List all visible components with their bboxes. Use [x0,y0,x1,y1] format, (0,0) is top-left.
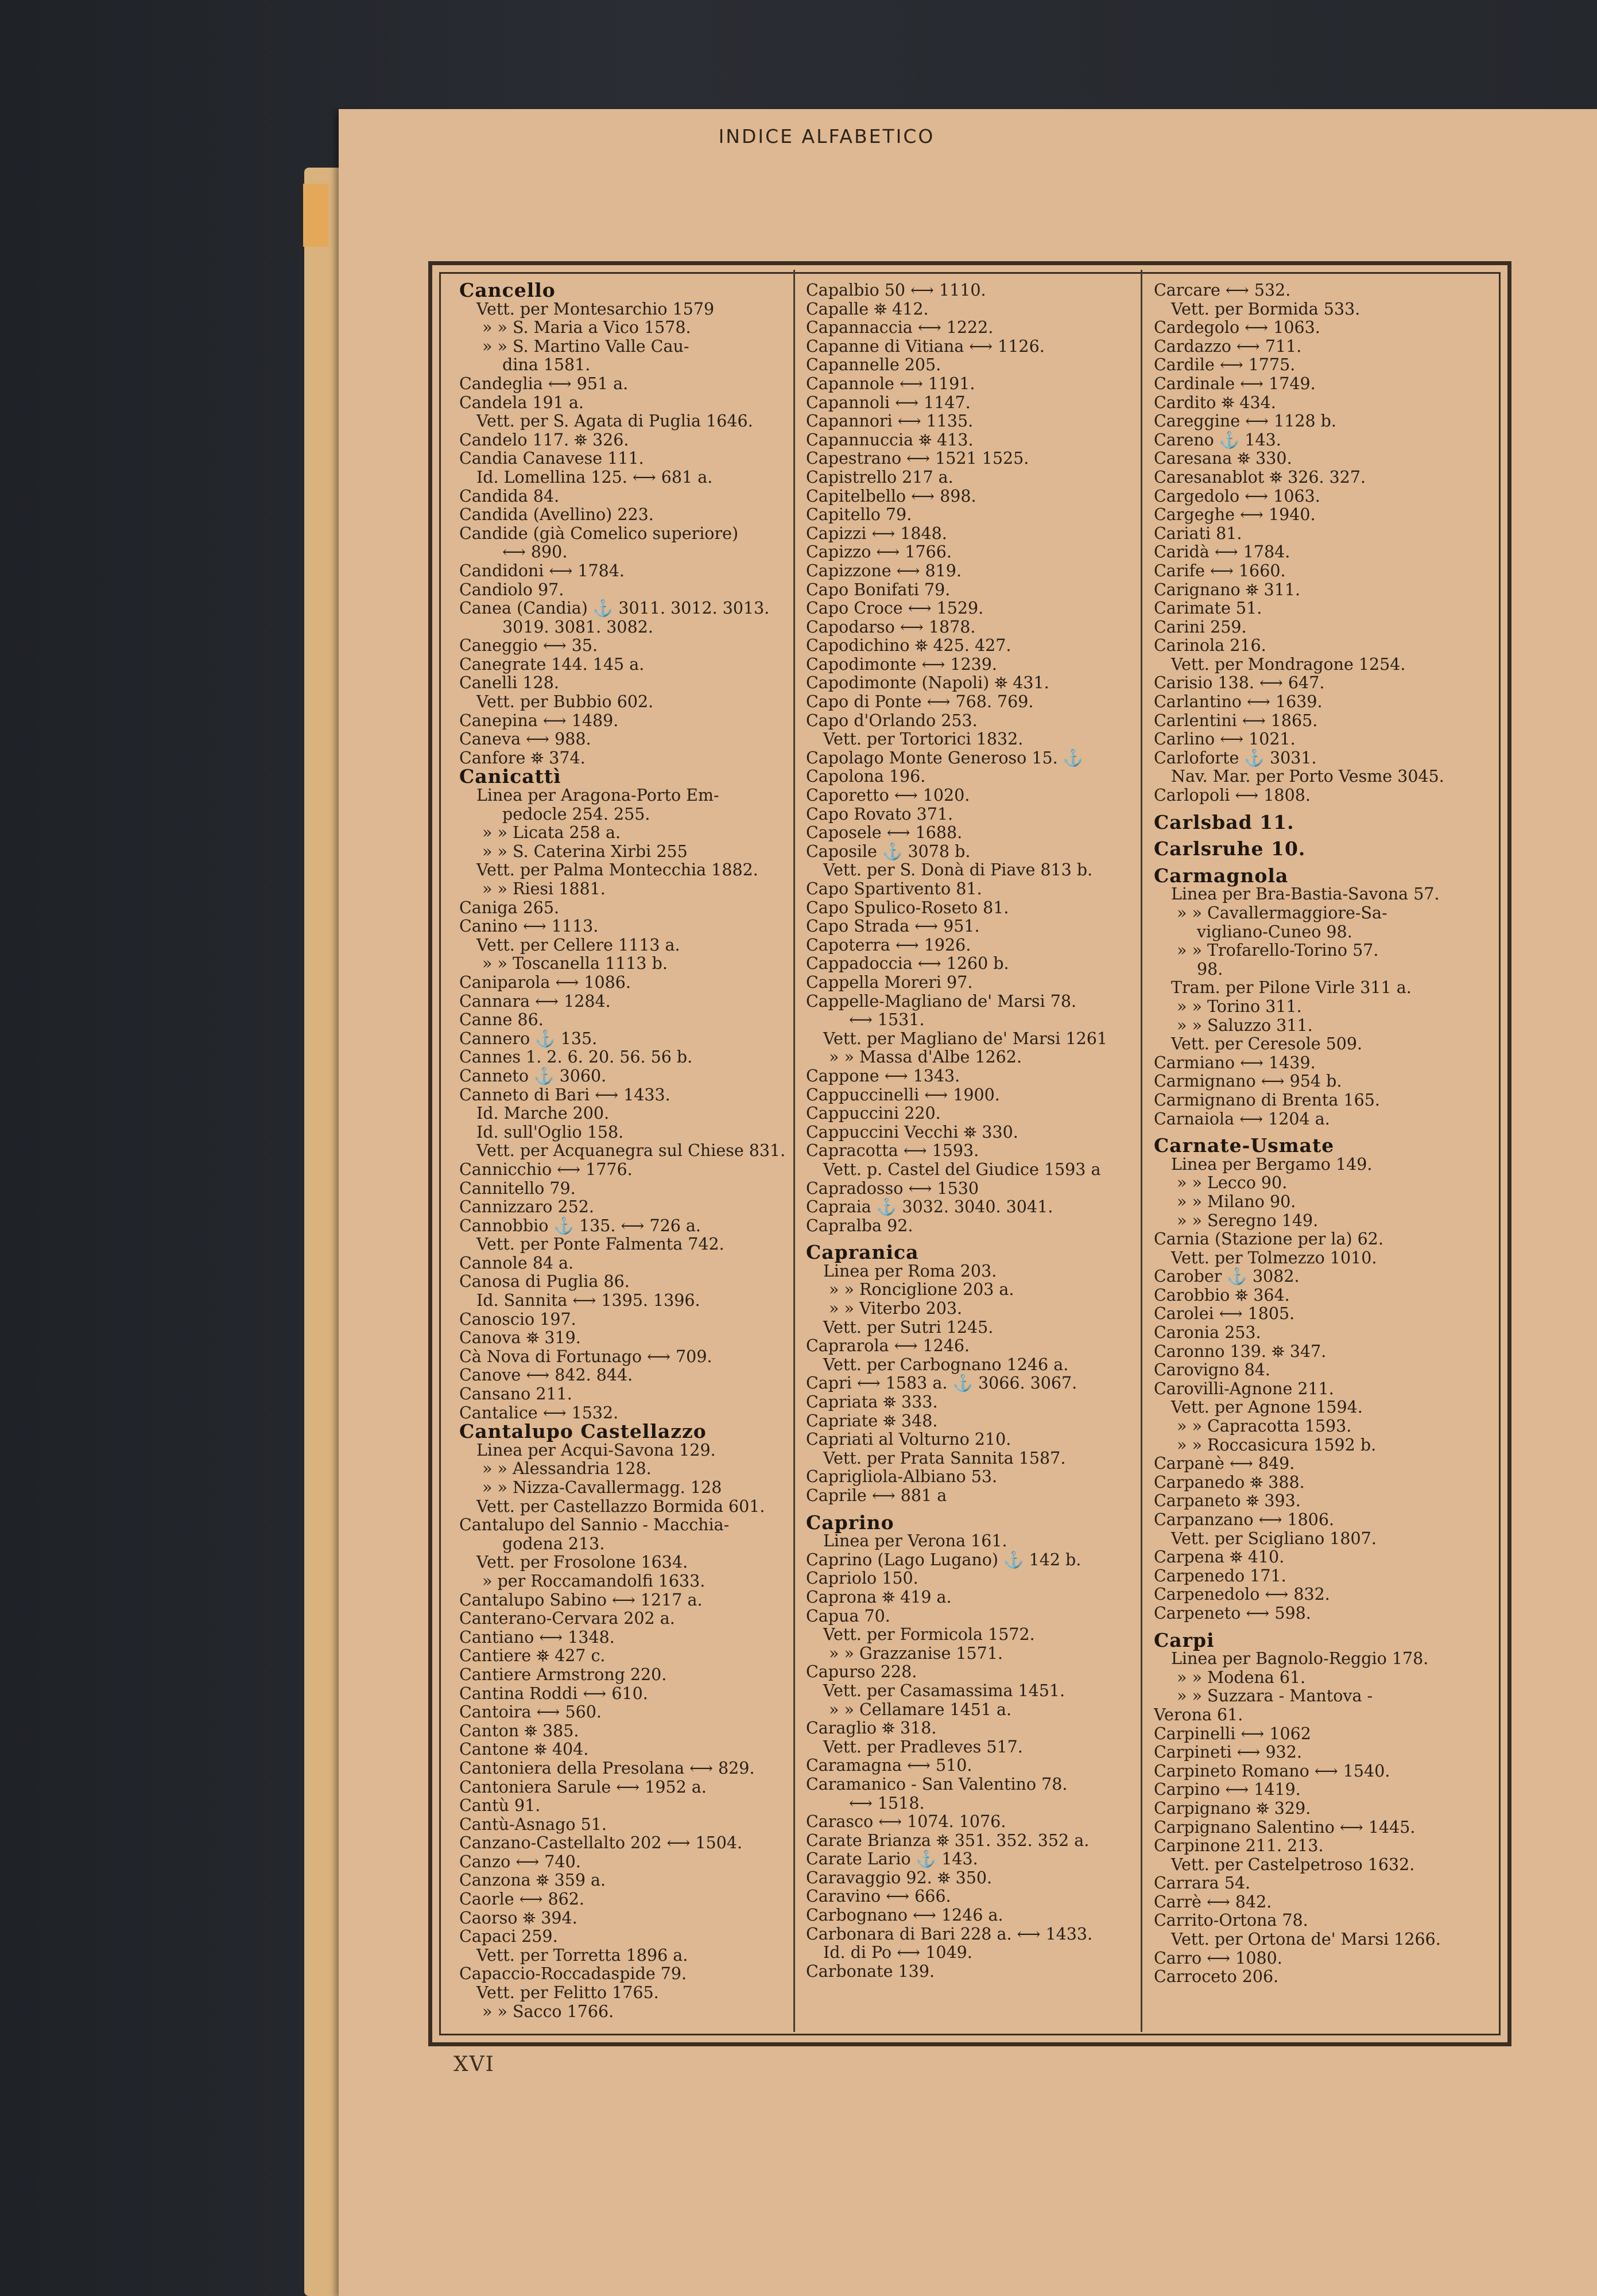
index-heading: Carlsbad 11. [1154,810,1294,833]
index-heading: Capranica [806,1241,919,1264]
index-entry: Vett. per Agnone 1594. [1171,1398,1363,1417]
index-entry: Candida 84. [459,486,560,506]
index-entry: Caneva ⟷ 988. [459,730,591,749]
index-entry: Cannobbio ⚓ 135. ⟷ 726 a. [459,1216,701,1235]
index-entry: Verona 61. [1154,1705,1243,1724]
index-entry: Careggine ⟷ 1128 b. [1154,412,1336,431]
index-entry: Capodimonte ⟷ 1239. [806,654,997,674]
index-entry: pedocle 254. 255. [502,804,650,824]
index-entry: Canelli 128. [459,673,559,693]
index-entry: vigliano-Cuneo 98. [1197,922,1352,941]
index-entry: Capo Rovato 371. [806,804,953,824]
index-entry: Linea per Verona 161. [823,1531,1007,1551]
index-entry: Cardinale ⟷ 1749. [1154,374,1316,393]
index-entry: » » Cavallermaggiore-Sa- [1177,903,1387,922]
index-entry: Canne 86. [459,1010,544,1030]
index-entry: Vett. per Castellazzo Bormida 601. [476,1496,765,1516]
index-entry: Carpanedo ⛯ 388. [1154,1472,1305,1492]
index-entry: Cardile ⟷ 1775. [1154,355,1296,375]
index-entry: Capo Bonifati 79. [806,580,951,599]
index-entry: Carpena ⛯ 410. [1154,1548,1285,1567]
index-entry: Nav. Mar. per Porto Vesme 3045. [1171,767,1444,786]
index-entry: Capaci 259. [459,1927,558,1946]
index-entry: » per Roccamandolfi 1633. [482,1571,706,1591]
index-entry: » » Roccasicura 1592 b. [1177,1435,1377,1455]
index-entry: » » S. Caterina Xirbi 255 [482,841,688,861]
index-entry: Cardazzo ⟷ 711. [1154,336,1302,356]
index-entry: Vett. per Tortorici 1832. [823,730,1024,749]
index-entry: Canea (Candia) ⚓ 3011. 3012. 3013. [459,599,770,618]
index-entry: Caprino (Lago Lugano) ⚓ 142 b. [806,1550,1082,1569]
index-entry: Caniga 265. [459,898,560,917]
index-entry: godena 213. [502,1534,605,1553]
index-entry: Cappone ⟷ 1343. [806,1066,960,1085]
index-entry: Tram. per Pilone Virle 311 a. [1171,978,1412,998]
page-header: INDICE ALFABETICO [718,125,935,148]
index-entry: Carolei ⟷ 1805. [1154,1304,1295,1324]
index-entry: Vett. per Sutri 1245. [823,1317,994,1337]
index-entry: Candide (già Comelico superiore) [459,523,739,543]
index-entry: Capodarso ⟷ 1878. [806,617,976,637]
index-entry: Carignano ⛯ 311. [1154,580,1301,599]
index-entry: Vett. per Formicola 1572. [823,1625,1035,1645]
index-heading: Cantalupo Castellazzo [459,1420,707,1443]
index-entry: Caprile ⟷ 881 a [806,1486,947,1505]
index-entry: Vett. per Frosolone 1634. [476,1553,688,1572]
index-entry: Cantoniera della Presolana ⟷ 829. [459,1758,755,1778]
index-entry: Cappuccinelli ⟷ 1900. [806,1085,1000,1104]
index-entry: » » Lecco 90. [1177,1173,1288,1193]
index-entry: Cantiere ⛯ 427 c. [459,1646,606,1666]
index-entry: Carpino ⟷ 1419. [1154,1780,1301,1799]
index-entry: Carnaiola ⟷ 1204 a. [1154,1109,1330,1128]
index-heading: Caprino [806,1511,894,1534]
index-entry: Cardegolo ⟷ 1063. [1154,318,1320,338]
index-entry: » » Suzzara - Mantova - [1177,1686,1373,1706]
index-heading: Carnate-Usmate [1154,1134,1335,1157]
index-entry: Carpignano ⛯ 329. [1154,1798,1311,1818]
index-entry: Carro ⟷ 1080. [1154,1948,1282,1968]
index-entry: Cargeghe ⟷ 1940. [1154,505,1316,525]
index-entry: Carpenedo 171. [1154,1566,1286,1585]
index-entry: Capistrello 217 a. [806,467,953,487]
index-entry: Carloforte ⚓ 3031. [1154,748,1317,767]
index-entry: Capurso 228. [806,1662,917,1682]
index-entry: Capodimonte (Napoli) ⛯ 431. [806,673,1049,693]
index-entry: Canzano-Castellalto 202 ⟷ 1504. [459,1833,743,1853]
index-entry: Capannuccia ⛯ 413. [806,430,974,449]
index-entry: Carmignano ⟷ 954 b. [1154,1072,1342,1091]
index-entry: Capo Spulico-Roseto 81. [806,898,1009,917]
index-entry: Canneto di Bari ⟷ 1433. [459,1085,670,1104]
index-entry: Vett. per Felitto 1765. [476,1983,659,2003]
index-entry: Capodichino ⛯ 425. 427. [806,636,1011,656]
index-entry: Candia Canavese 111. [459,449,644,468]
index-entry: » » Saluzzo 311. [1177,1015,1313,1035]
column-divider-1 [793,270,795,2032]
index-entry: » » Viterbo 203. [829,1299,963,1318]
index-entry: Canton ⛯ 385. [459,1721,579,1740]
index-entry: Carinola 216. [1154,636,1266,656]
index-column-2 [806,281,1136,1981]
index-entry: Vett. per Acquanegra sul Chiese 831. [476,1141,786,1161]
index-entry: Carcare ⟷ 532. [1154,281,1291,300]
index-entry: dina 1581. [502,355,591,375]
index-entry: Capannori ⟷ 1135. [806,412,974,431]
index-entry: Carasco ⟷ 1074. 1076. [806,1812,1006,1832]
index-entry: Vett. per Bubbio 602. [476,692,654,712]
index-entry: Carovilli-Agnone 211. [1154,1379,1334,1398]
index-entry: Cantù-Asnago 51. [459,1814,607,1834]
index-heading: Carmagnola [1154,864,1289,887]
index-entry: Linea per Acqui-Savona 129. [476,1440,716,1460]
index-entry: Vett. per Torretta 1896 a. [476,1945,688,1965]
index-entry: Carlopoli ⟷ 1808. [1154,786,1311,805]
index-entry: Capralba 92. [806,1216,913,1235]
index-entry: Cantù 91. [459,1796,541,1816]
index-entry: » » Capracotta 1593. [1177,1417,1352,1436]
index-entry: Linea per Bra-Bastia-Savona 57. [1171,885,1440,904]
index-entry: » » Trofarello-Torino 57. [1177,941,1379,960]
index-entry: Capo di Ponte ⟷ 768. 769. [806,692,1034,712]
index-entry: ⟷ 890. [502,542,568,562]
index-entry: Carobbio ⛯ 364. [1154,1285,1290,1305]
index-entry: Caposele ⟷ 1688. [806,823,963,843]
index-entry: Canosa di Puglia 86. [459,1272,630,1292]
index-entry: Caprigliola-Albiano 53. [806,1467,998,1487]
index-entry: » » Sacco 1766. [482,2002,614,2021]
index-entry: » » Ronciglione 203 a. [829,1280,1014,1300]
page-folio: XVI [453,2053,495,2076]
index-entry: Vett. per Montesarchio 1579 [476,299,715,319]
index-entry: Cannes 1. 2. 6. 20. 56. 56 b. [459,1048,693,1067]
index-entry: Canfore ⛯ 374. [459,748,586,767]
index-entry: Cantalice ⟷ 1532. [459,1403,619,1422]
index-entry: Capriolo 150. [806,1569,918,1588]
index-entry: Vett. per Ceresole 509. [1171,1034,1363,1054]
index-entry: » » Licata 258 a. [482,823,621,843]
index-entry: Carroceto 206. [1154,1967,1279,1987]
index-entry: Capradosso ⟷ 1530 [806,1178,979,1198]
index-entry: Caprona ⛯ 419 a. [806,1587,952,1607]
index-entry: Capannoli ⟷ 1147. [806,393,971,412]
index-entry: Capoterra ⟷ 1926. [806,935,971,955]
index-heading: Carpi [1154,1628,1215,1651]
orange-tab-strip [303,184,328,247]
index-entry: Id. Lomellina 125. ⟷ 681 a. [476,467,713,487]
index-entry: Vett. per Casamassima 1451. [823,1681,1065,1700]
index-entry: » » Modena 61. [1177,1667,1306,1687]
index-entry: Caresana ⛯ 330. [1154,449,1292,468]
index-entry: Carober ⚓ 3082. [1154,1267,1300,1286]
index-entry: » » S. Martino Valle Cau- [482,336,689,356]
index-entry: Carate Brianza ⛯ 351. 352. 352 a. [806,1830,1090,1850]
index-entry: » » Cellamare 1451 a. [829,1700,1012,1719]
index-entry: Caposile ⚓ 3078 b. [806,841,971,861]
index-entry: Capestrano ⟷ 1521 1525. [806,449,1029,468]
index-entry: Capitello 79. [806,505,912,525]
index-entry: Canino ⟷ 1113. [459,917,599,936]
index-entry: Caronia 253. [1154,1323,1261,1343]
index-entry: Vett. per Scigliano 1807. [1171,1529,1377,1548]
index-entry: Cannara ⟷ 1284. [459,991,611,1011]
index-entry: Carrara 54. [1154,1874,1251,1893]
index-entry: Carimate 51. [1154,599,1262,618]
index-entry: Canzo ⟷ 740. [459,1852,581,1871]
index-entry: Vett. per Pradleves 517. [823,1737,1023,1756]
index-entry: Vett. per S. Agata di Puglia 1646. [476,412,753,431]
index-column-3 [1154,281,1498,1987]
index-entry: Carpinone 211. 213. [1154,1836,1324,1856]
index-entry: Vett. p. Castel del Giudice 1593 a [823,1159,1101,1179]
index-entry: Vett. per Carbognano 1246 a. [823,1355,1069,1374]
index-entry: » » Toscanella 1113 b. [482,954,668,974]
index-entry: Carmignano di Brenta 165. [1154,1090,1380,1110]
index-entry: Vett. per Magliano de' Marsi 1261 [823,1029,1107,1048]
index-entry: Carini 259. [1154,617,1247,637]
index-entry: Carife ⟷ 1660. [1154,561,1286,580]
index-entry: Carisio 138. ⟷ 647. [1154,673,1325,693]
index-entry: ⟷ 1518. [849,1793,925,1813]
index-entry: Cannizzaro 252. [459,1197,594,1217]
index-entry: » » S. Maria a Vico 1578. [482,318,691,338]
index-entry: Capriati al Volturno 210. [806,1430,1011,1449]
index-entry: Cardito ⛯ 434. [1154,393,1276,412]
index-entry: Candiolo 97. [459,580,564,599]
index-entry: Cappuccini 220. [806,1104,941,1123]
index-entry: Capraia ⚓ 3032. 3040. 3041. [806,1197,1053,1217]
index-entry: Canzona ⛯ 359 a. [459,1871,606,1890]
index-entry: Vett. per Mondragone 1254. [1171,654,1406,674]
index-entry: Cantina Roddi ⟷ 610. [459,1684,648,1703]
index-entry: Cà Nova di Fortunago ⟷ 709. [459,1347,712,1366]
index-entry: » » Torino 311. [1177,996,1302,1016]
index-entry: Capracotta ⟷ 1593. [806,1141,979,1161]
index-entry: Linea per Bergamo 149. [1171,1154,1373,1174]
index-entry: ⟷ 1531. [849,1010,925,1030]
index-entry: Vett. per Ortona de' Marsi 1266. [1171,1930,1441,1949]
index-entry: Id. di Po ⟷ 1049. [823,1943,972,1963]
index-entry: Carpaneto ⛯ 393. [1154,1491,1301,1511]
index-entry: Capo Croce ⟷ 1529. [806,599,984,618]
index-entry: Cargedolo ⟷ 1063. [1154,486,1320,506]
index-entry: Caneggio ⟷ 35. [459,636,598,656]
index-entry: Carpeneto ⟷ 598. [1154,1603,1311,1623]
index-heading: Cancello [459,279,556,301]
index-entry: Carrito-Ortona 78. [1154,1911,1308,1930]
index-entry: Cantoniera Sarule ⟷ 1952 a. [459,1777,707,1797]
index-entry: Cappadoccia ⟷ 1260 b. [806,954,1009,974]
index-entry: Capalbio 50 ⟷ 1110. [806,281,986,300]
index-entry: Caronno 139. ⛯ 347. [1154,1341,1327,1361]
index-entry: Capri ⟷ 1583 a. ⚓ 3066. 3067. [806,1374,1077,1393]
index-entry: 98. [1197,959,1223,979]
index-entry: Caprarola ⟷ 1246. [806,1336,970,1356]
index-entry: Capo Spartivento 81. [806,879,982,898]
index-entry: Cantiano ⟷ 1348. [459,1627,615,1647]
index-entry: Vett. per Castelpetroso 1632. [1171,1855,1415,1874]
index-entry: Canneto ⚓ 3060. [459,1066,607,1085]
index-entry: Capizzone ⟷ 819. [806,561,962,580]
index-entry: Caniparola ⟷ 1086. [459,972,631,992]
index-entry: Capannelle 205. [806,355,941,375]
index-entry: Carovigno 84. [1154,1360,1270,1380]
index-entry: Linea per Roma 203. [823,1261,997,1281]
index-entry: Caramagna ⟷ 510. [806,1756,972,1775]
index-entry: Capannole ⟷ 1191. [806,374,975,393]
index-entry: » » Massa d'Albe 1262. [829,1048,1022,1067]
index-entry: Capolona 196. [806,767,926,786]
index-entry: Id. Marche 200. [476,1104,610,1123]
index-entry: Vett. per S. Donà di Piave 813 b. [823,860,1093,880]
index-entry: Candeglia ⟷ 951 a. [459,374,629,393]
index-column-1 [459,281,786,2021]
index-entry: Cappelle-Magliano de' Marsi 78. [806,991,1077,1011]
index-entry: Caravaggio 92. ⛯ 350. [806,1868,993,1887]
index-entry: 3019. 3081. 3082. [502,617,653,637]
index-heading: Canicattì [459,765,561,788]
index-entry: Caraglio ⛯ 318. [806,1719,937,1738]
index-entry: Linea per Aragona-Porto Em- [476,786,719,805]
index-entry: Caridà ⟷ 1784. [1154,542,1290,562]
index-entry: Canova ⛯ 319. [459,1328,581,1348]
index-entry: Carmiano ⟷ 1439. [1154,1053,1316,1072]
index-entry: » » Seregno 149. [1177,1211,1319,1230]
index-entry: Canoscio 197. [459,1309,576,1329]
index-entry: Carlantino ⟷ 1639. [1154,692,1323,712]
index-entry: » » Milano 90. [1177,1192,1296,1211]
index-entry: Capaccio-Roccadaspide 79. [459,1964,687,1984]
index-entry: Carbonara di Bari 228 a. ⟷ 1433. [806,1924,1093,1944]
index-entry: Cantoira ⟷ 560. [459,1702,602,1722]
index-heading: Carlsruhe 10. [1154,837,1306,860]
index-entry: Candidoni ⟷ 1784. [459,561,625,580]
index-entry: Caorle ⟷ 862. [459,1890,584,1909]
index-entry: Carpanè ⟷ 849. [1154,1454,1295,1473]
index-entry: Cantalupo del Sannio - Macchia- [459,1515,730,1535]
index-entry: Careno ⚓ 143. [1154,430,1281,449]
index-entry: Capalle ⛯ 412. [806,299,929,319]
index-entry: Carate Lario ⚓ 143. [806,1849,978,1869]
index-entry: Carpineti ⟷ 932. [1154,1743,1303,1762]
index-entry: » » Nizza-Cavallermagg. 128 [482,1478,722,1497]
index-entry: Canterano-Cervara 202 a. [459,1609,675,1628]
index-entry: Id. sull'Oglio 158. [476,1122,624,1142]
index-entry: Vett. per Bormida 533. [1171,299,1360,319]
index-entry: Capitelbello ⟷ 898. [806,486,976,506]
index-entry: Cannole 84 a. [459,1253,574,1273]
index-entry: Canepina ⟷ 1489. [459,711,619,730]
index-entry: Candelo 117. ⛯ 326. [459,430,629,449]
index-entry: Cariati 81. [1154,523,1242,543]
index-entry: Candela 191 a. [459,393,584,412]
index-entry: Capriate ⛯ 348. [806,1411,938,1430]
index-entry: Vett. per Tolmezzo 1010. [1171,1248,1377,1267]
index-entry: Cappella Moreri 97. [806,972,973,992]
index-entry: Capizzi ⟷ 1848. [806,523,947,543]
index-entry: » » Alessandria 128. [482,1459,652,1479]
index-entry: Capolago Monte Generoso 15. ⚓ [806,748,1084,767]
index-entry: Carpinelli ⟷ 1062 [1154,1724,1311,1743]
index-entry: Carpanzano ⟷ 1806. [1154,1510,1335,1529]
index-entry: Vett. per Cellere 1113 a. [476,935,680,955]
index-entry: Id. Sannita ⟷ 1395. 1396. [476,1291,700,1310]
index-entry: Vett. per Palma Montecchia 1882. [476,860,758,880]
index-entry: Cantalupo Sabino ⟷ 1217 a. [459,1590,703,1609]
index-entry: Capua 70. [806,1606,890,1626]
index-entry: Carbonate 139. [806,1961,935,1981]
index-entry: » » Grazzanise 1571. [829,1643,1003,1663]
index-entry: Capo Strada ⟷ 951. [806,917,980,936]
index-entry: Cannero ⚓ 135. [459,1029,598,1048]
index-entry: Vett. per Ponte Falmenta 742. [476,1235,724,1254]
index-entry: Canegrate 144. 145 a. [459,654,645,674]
index-entry: Vett. per Prata Sannita 1587. [823,1448,1066,1468]
column-divider-2 [1141,270,1142,2032]
index-entry: Capizzo ⟷ 1766. [806,542,952,562]
index-entry: Capanne di Vitiana ⟷ 1126. [806,336,1045,356]
index-entry: Canove ⟷ 842. 844. [459,1366,633,1385]
index-entry: Cantiere Armstrong 220. [459,1665,667,1684]
index-entry: Caorso ⛯ 394. [459,1908,577,1927]
index-entry: Caresanablot ⛯ 326. 327. [1154,467,1366,487]
index-entry: Cansano 211. [459,1384,572,1404]
index-entry: Cappuccini Vecchi ⛯ 330. [806,1122,1018,1142]
index-entry: » » Riesi 1881. [482,879,606,898]
index-entry: Capannaccia ⟷ 1222. [806,318,994,338]
index-entry: Carbognano ⟷ 1246 a. [806,1906,1003,1925]
index-entry: Cantone ⛯ 404. [459,1740,589,1759]
index-entry: Caporetto ⟷ 1020. [806,786,970,805]
index-entry: Carpenedolo ⟷ 832. [1154,1585,1330,1604]
index-entry: Candida (Avellino) 223. [459,505,654,525]
index-entry: Cannicchio ⟷ 1776. [459,1159,633,1179]
index-entry: Cannitello 79. [459,1178,576,1198]
index-entry: Carnia (Stazione per la) 62. [1154,1230,1384,1249]
index-entry: Capriata ⛯ 333. [806,1393,938,1412]
index-entry: Carpignano Salentino ⟷ 1445. [1154,1817,1416,1837]
index-entry: Caravino ⟷ 666. [806,1887,951,1906]
index-entry: Capo d'Orlando 253. [806,711,978,730]
index-entry: Carlentini ⟷ 1865. [1154,711,1318,730]
index-entry: Carrè ⟷ 842. [1154,1892,1272,1911]
index-entry: Carlino ⟷ 1021. [1154,730,1296,749]
index-entry: Caramanico - San Valentino 78. [806,1774,1068,1794]
index-entry: Linea per Bagnolo-Reggio 178. [1171,1649,1429,1669]
index-entry: Carpineto Romano ⟷ 1540. [1154,1761,1390,1781]
